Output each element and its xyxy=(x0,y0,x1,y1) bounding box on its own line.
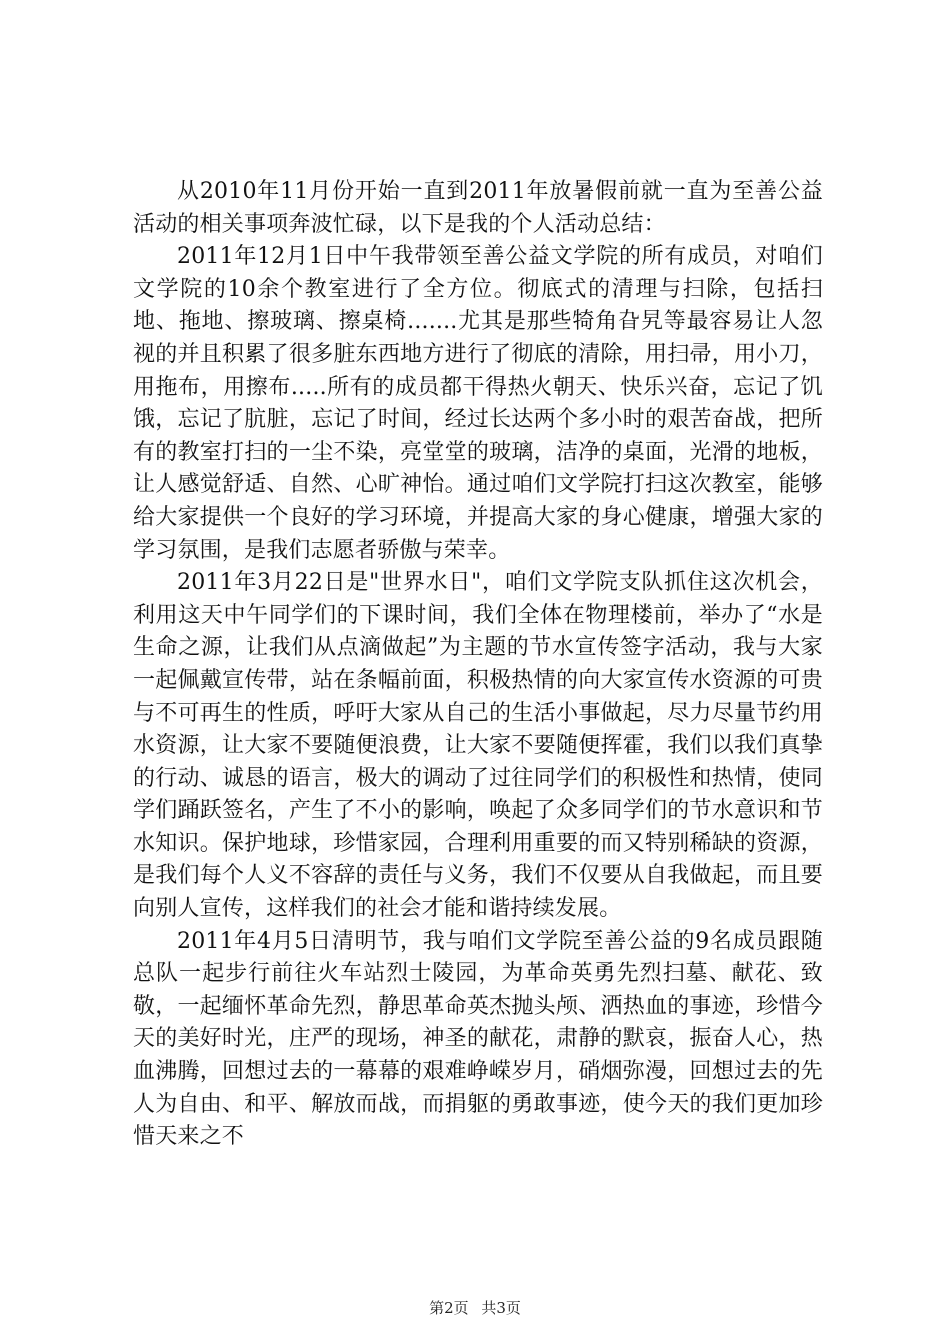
paragraph-classroom-cleaning: 2011年12月1日中午我带领至善公益文学院的所有成员，对咱们文学院的10余个教室进行了全方位。彻底式的清理与扫除，包括扫地、拖地、擦玻璃、擦桌椅.......尤其是那些犄角旮旯等最容易让人忽视的并且积累了很多脏东西地方进行了彻底的清除，用扫帚，用小刀，用拖布，用擦布.....所有的成员都干得热火朝天、快乐兴奋，忘记了饥饿，忘记了肮脏，忘记了时间，经过长达两个多小时的艰苦奋战，把所有的教室打扫的一尘不染，亮堂堂的玻璃，洁净的桌面，光滑的地板，让人感觉舒适、自然、心旷神怡。通过咱们文学院打扫这次教室，能够给大家提供一个良好的学习环境，并提高大家的身心健康，增强大家的学习氛围，是我们志愿者骄傲与荣幸。 xyxy=(133,244,823,563)
page-number: 第2页 xyxy=(429,1299,469,1317)
paragraph-intro: 从2010年11月份开始一直到2011年放暑假前就一直为至善公益活动的相关事项奔波忙碌，以下是我的个人活动总结： xyxy=(133,179,823,237)
page-total: 共3页 xyxy=(481,1299,521,1317)
paragraph-qingming-festival: 2011年4月5日清明节，我与咱们文学院至善公益的9名成员跟随总队一起步行前往火车站烈士陵园，为革命英勇先烈扫墓、献花、致敬，一起缅怀革命先烈，静思革命英杰抛头颅、洒热血的事迹，珍惜今天的美好时光，庄严的现场，神圣的献花，肃静的默哀，振奋人心，热血沸腾，回想过去的一幕幕的艰难峥嵘岁月，硝烟弥漫，回想过去的先人为自由、和平、解放而战，而捐躯的勇敢事迹，使今天的我们更加珍惜天来之不 xyxy=(133,928,823,1150)
page-footer xyxy=(0,1297,950,1318)
document-body xyxy=(133,176,823,1154)
paragraph-world-water-day: 2011年3月22日是"世界水日"，咱们文学院支队抓住这次机会，利用这天中午同学们的下课时间，我们全体在物理楼前，举办了“水是生命之源，让我们从点滴做起”为主题的节水宣传签字活动，我与大家一起佩戴宣传带，站在条幅前面，积极热情的向大家宣传水资源的可贵与不可再生的性质，呼吁大家从自己的生活小事做起，尽力尽量节约用水资源，让大家不要随便浪费，让大家不要随便挥霍，我们以我们真挚的行动、诚恳的语言，极大的调动了过往同学们的积极性和热情，使同学们踊跃签名，产生了不小的影响，唤起了众多同学们的节水意识和节水知识。保护地球，珍惜家园，合理利用重要的而又特别稀缺的资源，是我们每个人义不容辞的责任与义务，我们不仅要从自我做起，而且要向别人宣传，这样我们的社会才能和谐持续发展。 xyxy=(133,570,823,922)
